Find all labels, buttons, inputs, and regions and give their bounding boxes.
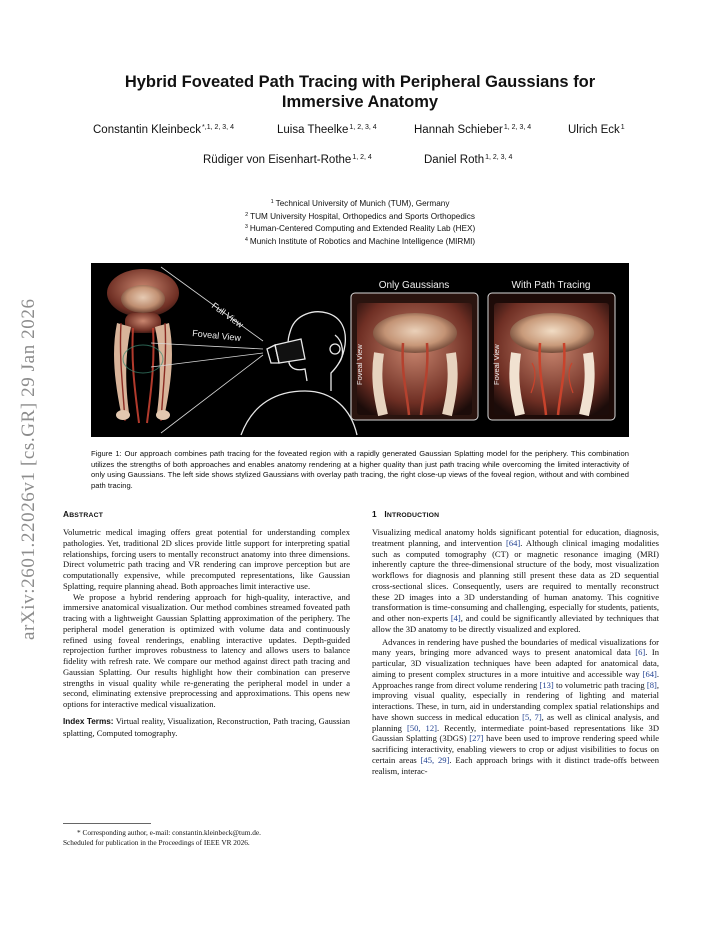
citation-link[interactable]: [50, 12] — [406, 722, 437, 733]
teaser-figure — [91, 263, 629, 437]
text-run: . In particular, 3D visualization techniques have been adapted for anatomical data, aiming to present complex structures in a more intuitive and accessible way — [372, 647, 659, 679]
label-panel-side: Foveal View — [355, 344, 364, 385]
abstract-paragraph: Volumetric medical imaging offers great potential for understanding complex pathologies. Yet, traditional 2D slices provide little support for interpreting spatial relationships, forcing users to mentally reconstruct anatomy into three dimensions. Direct volumetric path tracing and VR rendering can improve perception but are computationally expensive, while precomputed representations, like Gaussian Splatting, require planning ahead. Both approaches limit interactive use. — [63, 527, 350, 591]
footnote-rule — [63, 823, 151, 824]
arxiv-stamp: arXiv:2601.22026v1 [cs.GR] 29 Jan 2026 — [18, 298, 39, 640]
text-run: . Approaches range from direct volume rendering — [372, 668, 659, 690]
index-terms: Index Terms: Virtual reality, Visualization, Reconstruction, Path tracing, Gaussian splatting, Computed tomography. — [63, 715, 351, 738]
abstract-heading: ABSTRACT — [63, 509, 104, 519]
author: Rüdiger von Eisenhart-Rothe$^{1, 2, 4}$ — [203, 154, 372, 166]
citation-link[interactable]: [13] — [539, 679, 554, 690]
introduction-paragraph — [372, 637, 659, 777]
text-run: , improving visual quality, especially in rendering of lighting and material interactions. These, in turn, aid in understanding complex spatial relationships and have shown success in medical education — [372, 679, 659, 722]
label-only-gaussians: Only Gaussians — [378, 280, 450, 291]
introduction-body — [372, 527, 659, 776]
vr-headset-user-icon — [241, 312, 357, 435]
label-full-view: Full View — [209, 300, 246, 330]
paper-title: Hybrid Foveated Path Tracing with Peripheral Gaussians for Immersive Anatomy — [124, 73, 596, 111]
text-run: have been used to improve rendering speed while sacrificing interactivity, enabling viewers to crop or adjust visibilities to focus on certain areas — [372, 733, 659, 765]
author: Luisa Theelke$^{1, 2, 3, 4}$ — [277, 124, 377, 136]
label-panel-side: Foveal View — [492, 344, 501, 385]
citation-link[interactable]: [5, 7] — [522, 711, 542, 722]
footnotes — [63, 828, 350, 848]
citation-link[interactable]: [6] — [635, 647, 646, 658]
skeleton-illustration — [107, 269, 179, 423]
footnote-corresponding: * Corresponding author, e-mail: constantin.kleinbeck@tum.de. — [77, 828, 261, 837]
abstract-body — [63, 527, 350, 738]
introduction-paragraph — [372, 527, 659, 635]
introduction-heading: 1 INTRODUCTION — [372, 509, 440, 519]
citation-link[interactable]: [27] — [469, 733, 484, 744]
footnote-scheduled: Scheduled for publication in the Proceedings of IEEE VR 2026. — [63, 837, 250, 847]
affiliation: $^4$ Munich Institute of Robotics and Machine Intelligence (MIRMI) — [244, 236, 476, 246]
author: Ulrich Eck$^1$ — [568, 124, 625, 136]
text-run: , and could be significantly alleviated by techniques that allow the 3D anatomy to be directly visualized and explored. — [372, 613, 659, 634]
citation-link[interactable]: [64] — [642, 668, 657, 679]
affiliation: $^3$ Human-Centered Computing and Extended Reality Lab (HEX) — [244, 224, 476, 234]
abstract-paragraph: We propose a hybrid rendering approach for high-quality, interactive, and immersive anatomical visualization. Our method combines streamed foveated path tracing with a lightweight Gaussian Splatting approximation of the periphery. The peripheral model generation is optimized with volume data and continuously refined using foveal renderings, enabling interactive updates. Depth-guided reprojection further improves robustness to latency and allows users to balance fidelity with refresh rate. We compare our method against direct path tracing and Gaussian Splatting. Our results highlight how their combination can preserve strengths in visual quality while re-generating the peripheral model in under a second, eliminating extensive preprocessing and approximations. This opens new options for interactive medical visualization. — [63, 591, 350, 709]
text-run: Advances in rendering have pushed the boundaries of medical visualizations for many years, bringing more advanced ways to present anatomical data — [372, 636, 659, 658]
author: Constantin Kleinbeck$^{*,1, 2, 3, 4}$ — [93, 124, 234, 136]
text-run: . Although clinical imaging modalities such as computed tomography (CT) or magnetic resonance imaging (MRI) inherently capture the three-dimensional structure of the body, most visualization workflows for diagnosis and planning still present these data as 2D sequential cross-sectional slices. Consequently, users are required to mentally reconstruct these 2D images into a 3D understanding of human anatomy. This cognitive transformation is time-consuming and challenging, especially for students, patients, and other non-experts — [372, 537, 659, 623]
text-run: to volumetric path tracing — [553, 679, 647, 690]
text-run: . Recently, intermediate point-based representations like 3D Gaussian Splatting (3DGS) — [372, 722, 659, 744]
teaser-illustration — [91, 263, 629, 437]
affiliations — [150, 197, 570, 247]
author: Hannah Schieber$^{1, 2, 3, 4}$ — [414, 124, 532, 136]
citation-link[interactable]: [64] — [505, 537, 521, 548]
text-run: Visualizing medical anatomy holds significant potential for education, diagnosis, treatment planning, and intervention — [372, 527, 659, 548]
figure-caption: Figure 1: Our approach combines path tracing for the foveated region with a rapidly generated Gaussian Splatting model for the periphery. This combination utilizes the strengths of both approaches and enables anatomy rendering at a higher quality than just path tracing while overcoming the limited interactivity of only using Gaussians. The left side shows stylized Gaussians with overlay path tracing, the right close-up views of the foveal region, without and with combined path tracing. — [91, 449, 629, 490]
citation-link[interactable]: [45, 29] — [420, 754, 450, 765]
panel-only-gaussians — [351, 293, 478, 420]
affiliation: $^1$ Technical University of Munich (TUM), Germany — [270, 199, 450, 208]
label-foveal-view: Foveal View — [191, 328, 242, 344]
text-run: , as well as clinical analysis, and planning — [372, 711, 660, 733]
label-with-path-tracing: With Path Tracing — [511, 280, 591, 291]
panel-with-path-tracing — [488, 293, 615, 420]
author: Daniel Roth$^{1, 2, 3, 4}$ — [424, 154, 513, 166]
affiliation: $^2$ TUM University Hospital, Orthopedics and Sports Orthopedics — [245, 211, 475, 221]
text-run: . Each approach brings with it distinct trade-offs between realism, interac- — [372, 754, 660, 776]
citation-link[interactable]: [4] — [450, 613, 461, 623]
citation-link[interactable]: [8] — [646, 679, 657, 690]
